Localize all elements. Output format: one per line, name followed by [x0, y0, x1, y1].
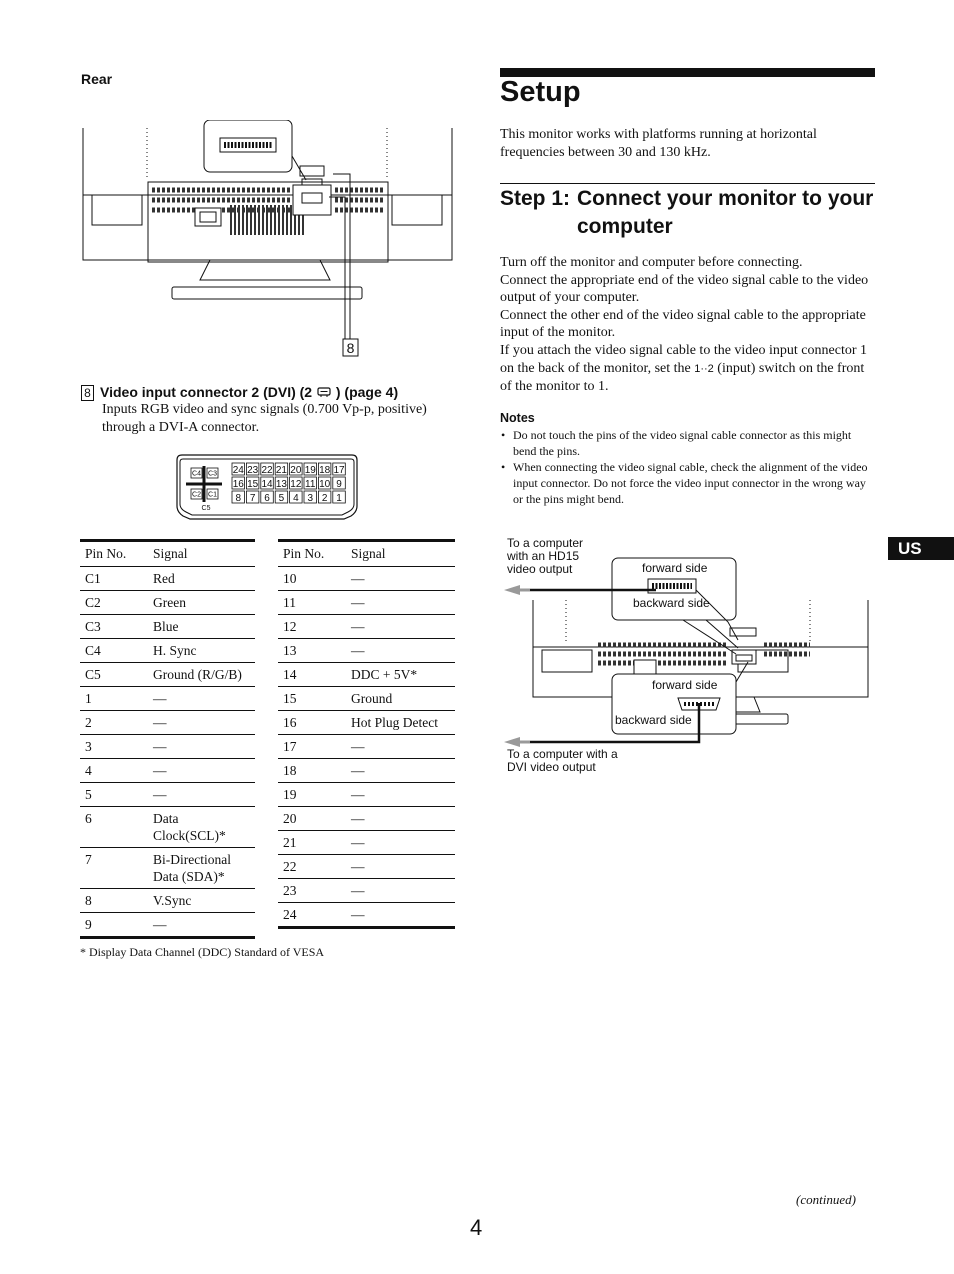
table-row	[80, 687, 255, 711]
digital-pin-label: 1	[336, 493, 342, 504]
signal-cell: —	[346, 759, 455, 783]
pin-number-cell: 16	[278, 711, 346, 735]
pin-table-2	[278, 539, 455, 929]
dvi-label-line: DVI video output	[507, 760, 596, 774]
note-item: • Do not touch the pins of the video signal cable connector as this might bend the pins.	[500, 427, 876, 459]
connection-diagram	[498, 532, 878, 782]
table-row	[80, 807, 255, 848]
table-row	[278, 903, 455, 928]
signal-cell: —	[346, 903, 455, 928]
table-row	[80, 591, 255, 615]
digital-pin-label: 11	[305, 479, 316, 490]
digital-pin-label: 18	[319, 465, 331, 476]
signal-cell: —	[346, 807, 455, 831]
analog-pin-label: C3	[208, 470, 217, 478]
page-number: 4	[470, 1215, 483, 1240]
pin-number-cell: 23	[278, 879, 346, 903]
digital-pin-label: 12	[290, 479, 302, 490]
digital-pin-label: 23	[247, 465, 259, 476]
digital-pin-label: 17	[333, 465, 345, 476]
signal-cell: —	[148, 759, 255, 783]
table-row	[80, 567, 255, 591]
table-row	[278, 639, 455, 663]
table-row	[278, 735, 455, 759]
step-paragraph: Turn off the monitor and computer before connecting.	[500, 255, 803, 270]
digital-pin-label: 3	[307, 493, 314, 504]
step-last-pre: If you attach the video signal cable to the video input connector 1 on the back of the monitor, set the	[500, 342, 867, 376]
signal-cell: —	[346, 855, 455, 879]
table-row	[80, 615, 255, 639]
c5-label: C5	[201, 505, 211, 512]
pin-number-cell: 17	[278, 735, 346, 759]
digital-pin-label: 21	[275, 465, 288, 476]
pin-number-cell: C4	[80, 639, 148, 663]
table-row	[278, 591, 455, 615]
digital-pin-label: 7	[249, 493, 256, 504]
digital-pin-label: 5	[278, 493, 285, 504]
digital-pin-label: 24	[232, 465, 244, 476]
pin-number-cell: 11	[278, 591, 346, 615]
digital-pin-label: 16	[232, 479, 244, 490]
signal-cell: —	[148, 735, 255, 759]
signal-cell: —	[346, 615, 455, 639]
dvi-label	[507, 748, 618, 774]
table-row	[80, 639, 255, 663]
hd15-label-line: video output	[507, 562, 573, 576]
pin-number-cell: 6	[80, 807, 148, 848]
note-item: • When connecting the video signal cable, check the alignment of the video input connector. Do not force the video input connector in the wrong way or the pins might bend.	[500, 459, 876, 507]
table-row	[278, 879, 455, 903]
signal-cell: Blue	[148, 615, 255, 639]
continued-note: (continued)	[796, 1192, 856, 1207]
item8-body: Inputs RGB video and sync signals (0.700 Vp-p, positive) through a DVI-A connector.	[102, 402, 427, 435]
digital-pin-label: 6	[264, 493, 270, 504]
hd15-label	[507, 537, 583, 576]
digital-pin-label: 14	[261, 479, 273, 490]
digital-pin-label: 4	[293, 493, 299, 504]
hd15-label-line: To a computer	[507, 536, 584, 550]
signal-cell: —	[148, 913, 255, 938]
step-paragraph: Connect the appropriate end of the video signal cable to the video output of your computer.	[500, 272, 869, 306]
pin-number-cell: 18	[278, 759, 346, 783]
signal-cell: —	[346, 591, 455, 615]
forward-side-label-bottom: forward side	[652, 678, 718, 692]
monitor-rear-illustration	[80, 120, 460, 360]
table-row	[80, 735, 255, 759]
signal-cell: —	[148, 783, 255, 807]
backward-side-label-bottom: backward side	[615, 713, 692, 727]
notes-title: Notes	[500, 411, 535, 425]
table-row	[278, 807, 455, 831]
signal-cell: Green	[148, 591, 255, 615]
pin-number-cell: 7	[80, 848, 148, 889]
pin-number-cell: 8	[80, 889, 148, 913]
item8-number: 8	[81, 385, 94, 401]
table-row	[80, 711, 255, 735]
table-row	[80, 759, 255, 783]
signal-cell: Data Clock(SCL)*	[148, 807, 255, 848]
signal-cell: V.Sync	[148, 889, 255, 913]
analog-pin-label: C4	[192, 470, 201, 478]
signal-cell: —	[148, 711, 255, 735]
signal-cell: Ground	[346, 687, 455, 711]
table-row	[278, 783, 455, 807]
step-last-post: (input) switch on the front of the monitor to 1.	[500, 360, 865, 395]
setup-intro: This monitor works with platforms running at horizontal frequencies between 30 and 130 kHz.	[500, 127, 817, 160]
table2-header-signal: Signal	[346, 541, 455, 567]
signal-cell: —	[346, 831, 455, 855]
dvi-pin-diagram	[176, 454, 358, 520]
dvi-input-icon	[316, 386, 332, 398]
table1-header-signal: Signal	[148, 541, 255, 567]
pin-number-cell: 15	[278, 687, 346, 711]
pin-number-cell: C2	[80, 591, 148, 615]
language-tab: US	[888, 537, 954, 560]
pin-number-cell: 14	[278, 663, 346, 687]
pin-number-cell: 24	[278, 903, 346, 928]
pin-number-cell: 10	[278, 567, 346, 591]
pin-number-cell: 4	[80, 759, 148, 783]
pin-number-cell: C3	[80, 615, 148, 639]
table-row	[278, 687, 455, 711]
signal-cell: —	[346, 567, 455, 591]
signal-cell: Hot Plug Detect	[346, 711, 455, 735]
signal-cell: DDC + 5V*	[346, 663, 455, 687]
signal-cell: —	[346, 639, 455, 663]
table-row	[80, 848, 255, 889]
pin-number-cell: 3	[80, 735, 148, 759]
step-paragraph-switch	[500, 342, 878, 396]
step-divider	[500, 183, 875, 184]
digital-pin-label: 8	[235, 493, 242, 504]
signal-cell: —	[148, 687, 255, 711]
pin-number-cell: 5	[80, 783, 148, 807]
table-row	[80, 913, 255, 938]
signal-cell: —	[346, 783, 455, 807]
digital-pin-label: 9	[336, 479, 342, 490]
step-title: Connect your monitor to your computer	[577, 187, 874, 238]
digital-pin-label: 19	[304, 465, 316, 476]
table1-header-pin: Pin No.	[80, 541, 148, 567]
step-paragraph: Connect the other end of the video signal cable to the appropriate input of the monitor.	[500, 307, 866, 341]
backward-side-label-top: backward side	[633, 596, 710, 610]
item8-heading-post: ) (page 4)	[335, 384, 399, 400]
table-row	[278, 759, 455, 783]
input-switch-symbol: 1··2	[694, 362, 714, 375]
digital-pin-label: 13	[275, 479, 288, 490]
table-row	[278, 831, 455, 855]
pin-number-cell: 21	[278, 831, 346, 855]
table-row	[278, 711, 455, 735]
page-title: Setup	[500, 76, 581, 108]
signal-cell: Ground (R/G/B)	[148, 663, 255, 687]
step-number: Step 1:	[500, 187, 571, 210]
pin-number-cell: 19	[278, 783, 346, 807]
pin-number-cell: 12	[278, 615, 346, 639]
item8-heading	[81, 383, 461, 401]
pin-number-cell: C1	[80, 567, 148, 591]
table-row	[278, 567, 455, 591]
table-row	[80, 783, 255, 807]
digital-pin-label: 22	[261, 465, 273, 476]
rear-label: Rear	[81, 71, 113, 87]
signal-cell: Red	[148, 567, 255, 591]
table-row	[278, 663, 455, 687]
analog-pin-label: C1	[208, 491, 217, 499]
table-row	[80, 663, 255, 687]
pin-number-cell: C5	[80, 663, 148, 687]
analog-pin-label: C2	[192, 491, 201, 499]
item8-heading-pre: Video input connector 2 (DVI) (2	[100, 384, 313, 400]
dvi-label-line: To a computer with a	[507, 747, 618, 761]
signal-cell: Bi-Directional Data (SDA)*	[148, 848, 255, 889]
forward-side-label-top: forward side	[642, 561, 708, 575]
hd15-label-line: with an HD15	[507, 549, 580, 563]
digital-pin-label: 2	[321, 493, 328, 504]
item8-description	[81, 383, 461, 437]
pin-number-cell: 13	[278, 639, 346, 663]
digital-pin-label: 10	[319, 479, 331, 490]
pin-number-cell: 20	[278, 807, 346, 831]
pin-number-cell: 22	[278, 855, 346, 879]
digital-pin-label: 15	[247, 479, 259, 490]
signal-cell: —	[346, 879, 455, 903]
table2-header-pin: Pin No.	[278, 541, 346, 567]
ddc-footnote: * Display Data Channel (DDC) Standard of VESA	[80, 945, 325, 959]
signal-cell: —	[346, 735, 455, 759]
pin-number-cell: 2	[80, 711, 148, 735]
signal-cell: H. Sync	[148, 639, 255, 663]
callout-number: 8	[346, 340, 355, 356]
table-row	[278, 855, 455, 879]
pin-table-1	[80, 539, 255, 939]
digital-pin-label: 20	[290, 465, 302, 476]
notes-list	[500, 427, 876, 507]
pin-number-cell: 9	[80, 913, 148, 938]
pin-number-cell: 1	[80, 687, 148, 711]
table-row	[80, 889, 255, 913]
step-body	[500, 254, 878, 396]
table-row	[278, 615, 455, 639]
